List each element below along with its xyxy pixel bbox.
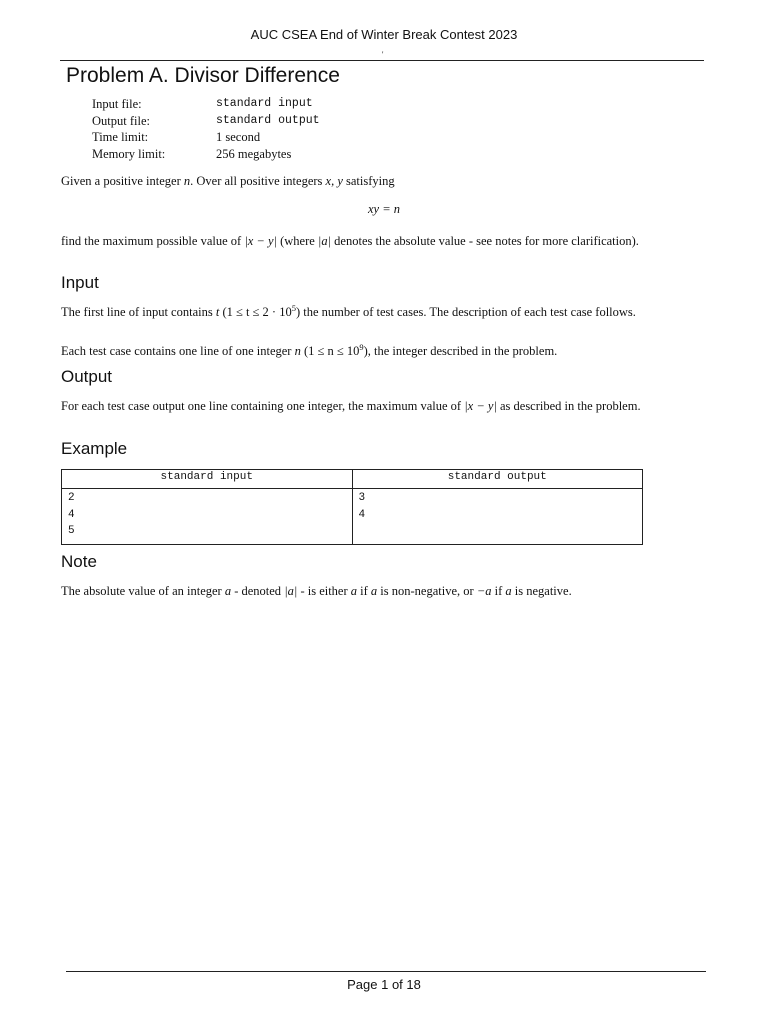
meta-row-memory-limit: [92, 146, 320, 163]
example-input-header: standard input: [62, 470, 353, 489]
meta-row-time-limit: [92, 129, 320, 146]
example-output-cell: [352, 489, 643, 545]
meta-key: Time limit:: [92, 130, 149, 144]
meta-row-output-file: [92, 113, 320, 130]
statement-intro: Given a positive integer n. Over all positive integers x, y satisfying: [61, 174, 395, 188]
meta-value: 256 megabytes: [216, 146, 292, 161]
example-heading: Example: [61, 439, 128, 458]
example-input-line: 2: [68, 492, 75, 504]
equation: xy = n: [367, 202, 401, 216]
problem-meta: [92, 96, 320, 162]
meta-key: Input file:: [92, 97, 142, 111]
meta-value: 1 second: [216, 130, 261, 144]
meta-row-input-file: [92, 96, 320, 113]
example-data-row: [62, 489, 643, 545]
statement-find: find the maximum possible value of |x − y| (where |a| denotes the absolute value - see notes for more clarification).: [61, 234, 639, 248]
example-table: [61, 469, 643, 545]
example-output-line: 4: [358, 508, 366, 521]
example-output-header: standard output: [352, 470, 643, 489]
footer-divider: [66, 971, 706, 972]
meta-value: standard input: [216, 97, 313, 110]
header-mark: ': [382, 50, 384, 59]
example-input-cell: [62, 489, 353, 545]
input-paragraph-1: The first line of input contains t $(1 \le t \le 2 \cdot 10^5)$ the number of test cases. The description of each test case follows.: [61, 303, 636, 319]
header-divider: [60, 60, 704, 61]
example-input-line: 4: [68, 508, 75, 521]
page-number: Page 1 of 18: [347, 977, 421, 992]
note-heading: Note: [61, 552, 97, 571]
output-heading: Output: [61, 367, 113, 386]
problem-title: Problem A. Divisor Difference: [66, 64, 340, 87]
input-heading: Input: [61, 273, 99, 292]
input-paragraph-2: Each test case contains one line of one integer n $(1 \le n \le 10^9)$, the integer described in the problem.: [61, 342, 558, 358]
meta-key: Output file:: [92, 113, 150, 128]
meta-value: standard output: [216, 113, 320, 127]
example-input-line: 5: [68, 525, 75, 537]
example-header-row: [62, 470, 643, 489]
contest-header: AUC CSEA End of Winter Break Contest 2023: [250, 27, 518, 42]
output-paragraph: For each test case output one line containing one integer, the maximum value of |x − y| as described in the problem.: [61, 399, 641, 413]
meta-key: Memory limit:: [92, 146, 166, 161]
note-paragraph: The absolute value of an integer a - denoted |a| - is either a if a is non-negative, or −a if a is negative.: [61, 584, 572, 598]
example-output-line: 3: [358, 492, 366, 504]
